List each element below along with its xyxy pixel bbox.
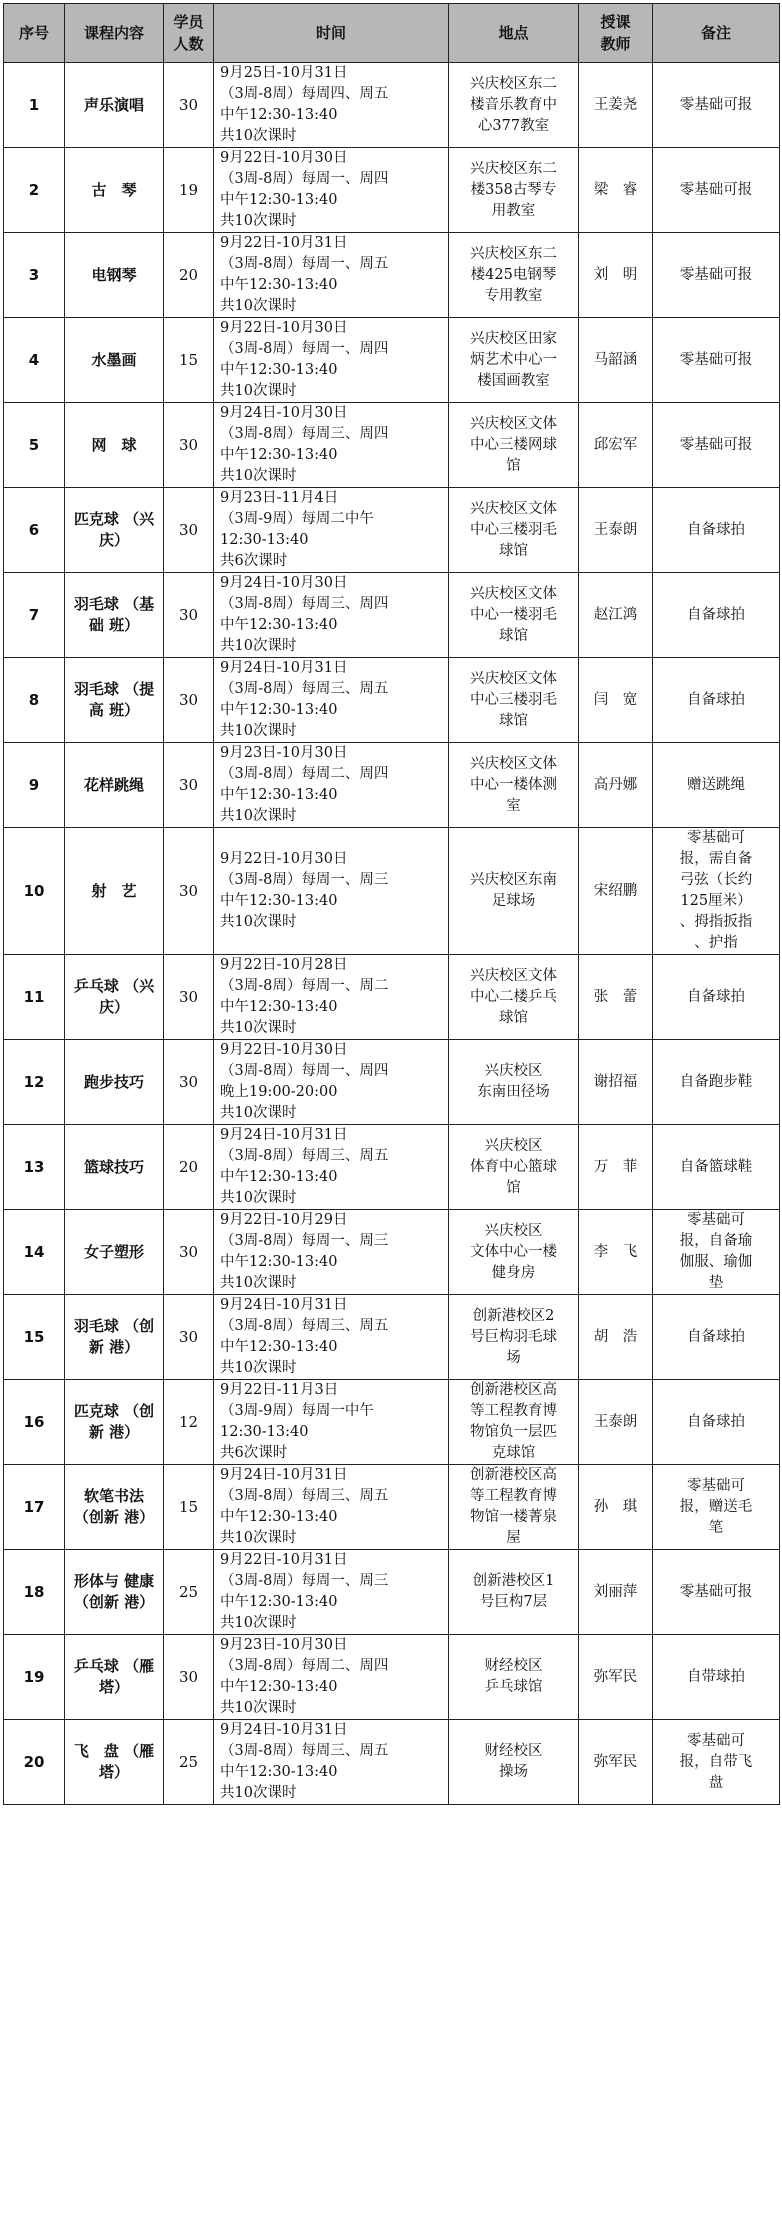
- teacher-name: 邱宏军: [579, 403, 653, 488]
- course-location: 兴庆校区文体 中心三楼网球 馆: [449, 403, 579, 488]
- table-row: [4, 1295, 780, 1380]
- course-time: 9月22日-10月29日 （3周-8周）每周一、周三 中午12:30-13:40 共10次课时: [214, 1210, 449, 1295]
- course-name: 匹克球 （创新 港）: [65, 1380, 164, 1465]
- course-name: 古 琴: [65, 148, 164, 233]
- student-count: 30: [164, 1635, 214, 1720]
- course-location: 兴庆校区东二 楼425电钢琴 专用教室: [449, 233, 579, 318]
- course-time: 9月24日-10月30日 （3周-8周）每周三、周四 中午12:30-13:40 共10次课时: [214, 403, 449, 488]
- course-time: 9月23日-10月30日 （3周-8周）每周二、周四 中午12:30-13:40 共10次课时: [214, 1635, 449, 1720]
- header-teacher: 授课 教师: [579, 4, 653, 63]
- course-time: 9月22日-10月30日 （3周-8周）每周一、周四 中午12:30-13:40 共10次课时: [214, 148, 449, 233]
- table-header: [4, 4, 780, 63]
- course-time: 9月22日-11月3日 （3周-9周）每周一中午 12:30-13:40 共6次课时: [214, 1380, 449, 1465]
- table-row: [4, 233, 780, 318]
- table-row: [4, 488, 780, 573]
- table-row: [4, 403, 780, 488]
- row-number: 16: [4, 1380, 65, 1465]
- teacher-name: 弥军民: [579, 1720, 653, 1805]
- course-time: 9月25日-10月31日 （3周-8周）每周四、周五 中午12:30-13:40 共10次课时: [214, 63, 449, 148]
- course-name: 软笔书法 （创新 港）: [65, 1465, 164, 1550]
- course-location: 财经校区 乒乓球馆: [449, 1635, 579, 1720]
- table-row: [4, 1380, 780, 1465]
- course-note: 自备球拍: [653, 658, 780, 743]
- course-note: 自备球拍: [653, 573, 780, 658]
- course-time: 9月22日-10月30日 （3周-8周）每周一、周四 中午12:30-13:40 共10次课时: [214, 318, 449, 403]
- course-time: 9月22日-10月31日 （3周-8周）每周一、周五 中午12:30-13:40 共10次课时: [214, 233, 449, 318]
- course-note: 零基础可 报，需自备 弓弦（长约 125厘米） 、拇指扳指 、护指: [653, 828, 780, 955]
- header-row: [4, 4, 780, 63]
- course-note: 自备球拍: [653, 488, 780, 573]
- teacher-name: 弥军民: [579, 1635, 653, 1720]
- header-course: 课程内容: [65, 4, 164, 63]
- course-note: 零基础可 报，自带飞 盘: [653, 1720, 780, 1805]
- course-name: 网 球: [65, 403, 164, 488]
- course-name: 乒乓球 （雁塔）: [65, 1635, 164, 1720]
- student-count: 30: [164, 573, 214, 658]
- student-count: 30: [164, 1210, 214, 1295]
- course-name: 飞 盘 （雁塔）: [65, 1720, 164, 1805]
- student-count: 19: [164, 148, 214, 233]
- student-count: 30: [164, 955, 214, 1040]
- course-note: 零基础可 报，赠送毛 笔: [653, 1465, 780, 1550]
- course-note: 自备跑步鞋: [653, 1040, 780, 1125]
- course-time: 9月22日-10月31日 （3周-8周）每周一、周三 中午12:30-13:40 共10次课时: [214, 1550, 449, 1635]
- student-count: 15: [164, 318, 214, 403]
- course-location: 兴庆校区文体 中心三楼羽毛 球馆: [449, 658, 579, 743]
- course-time: 9月23日-11月4日 （3周-9周）每周二中午 12:30-13:40 共6次课时: [214, 488, 449, 573]
- course-name: 匹克球 （兴庆）: [65, 488, 164, 573]
- row-number: 14: [4, 1210, 65, 1295]
- row-number: 15: [4, 1295, 65, 1380]
- course-time: 9月24日-10月30日 （3周-8周）每周三、周四 中午12:30-13:40 共10次课时: [214, 573, 449, 658]
- teacher-name: 胡 浩: [579, 1295, 653, 1380]
- course-time: 9月22日-10月30日 （3周-8周）每周一、周三 中午12:30-13:40 共10次课时: [214, 828, 449, 955]
- student-count: 30: [164, 488, 214, 573]
- course-location: 兴庆校区 体育中心篮球 馆: [449, 1125, 579, 1210]
- course-location: 兴庆校区文体 中心一楼羽毛 球馆: [449, 573, 579, 658]
- course-schedule-table: [3, 3, 780, 1805]
- course-name: 形体与 健康 （创新 港）: [65, 1550, 164, 1635]
- course-note: 自备球拍: [653, 1380, 780, 1465]
- course-name: 羽毛球 （提高 班）: [65, 658, 164, 743]
- course-time: 9月24日-10月31日 （3周-8周）每周三、周五 中午12:30-13:40 共10次课时: [214, 1720, 449, 1805]
- row-number: 9: [4, 743, 65, 828]
- row-number: 2: [4, 148, 65, 233]
- student-count: 30: [164, 828, 214, 955]
- table-row: [4, 1210, 780, 1295]
- course-note: 零基础可报: [653, 233, 780, 318]
- course-location: 兴庆校区东二 楼358古琴专 用教室: [449, 148, 579, 233]
- course-location: 兴庆校区 东南田径场: [449, 1040, 579, 1125]
- course-time: 9月22日-10月30日 （3周-8周）每周一、周四 晚上19:00-20:00 共10次课时: [214, 1040, 449, 1125]
- teacher-name: 谢招福: [579, 1040, 653, 1125]
- course-name: 女子塑形: [65, 1210, 164, 1295]
- course-name: 花样跳绳: [65, 743, 164, 828]
- course-name: 跑步技巧: [65, 1040, 164, 1125]
- student-count: 30: [164, 1295, 214, 1380]
- course-note: 零基础可报: [653, 63, 780, 148]
- student-count: 20: [164, 233, 214, 318]
- course-location: 创新港校区2 号巨构羽毛球 场: [449, 1295, 579, 1380]
- course-note: 自备篮球鞋: [653, 1125, 780, 1210]
- course-location: 兴庆校区 文体中心一楼 健身房: [449, 1210, 579, 1295]
- row-number: 8: [4, 658, 65, 743]
- course-location: 兴庆校区文体 中心三楼羽毛 球馆: [449, 488, 579, 573]
- teacher-name: 马韶涵: [579, 318, 653, 403]
- course-location: 创新港校区1 号巨构7层: [449, 1550, 579, 1635]
- course-note: 零基础可报: [653, 318, 780, 403]
- course-note: 零基础可报: [653, 403, 780, 488]
- student-count: 30: [164, 743, 214, 828]
- teacher-name: 孙 琪: [579, 1465, 653, 1550]
- course-name: 乒乓球 （兴庆）: [65, 955, 164, 1040]
- course-note: 自备球拍: [653, 955, 780, 1040]
- course-time: 9月24日-10月31日 （3周-8周）每周三、周五 中午12:30-13:40 共10次课时: [214, 1295, 449, 1380]
- table-row: [4, 1125, 780, 1210]
- course-name: 水墨画: [65, 318, 164, 403]
- course-name: 羽毛球 （创新 港）: [65, 1295, 164, 1380]
- table-row: [4, 828, 780, 955]
- course-location: 创新港校区高 等工程教育博 物馆负一层匹 克球馆: [449, 1380, 579, 1465]
- header-note: 备注: [653, 4, 780, 63]
- course-note: 自备球拍: [653, 1295, 780, 1380]
- teacher-name: 高丹娜: [579, 743, 653, 828]
- table-row: [4, 573, 780, 658]
- row-number: 4: [4, 318, 65, 403]
- row-number: 12: [4, 1040, 65, 1125]
- teacher-name: 宋绍鹏: [579, 828, 653, 955]
- teacher-name: 张 蕾: [579, 955, 653, 1040]
- header-place: 地点: [449, 4, 579, 63]
- teacher-name: 刘 明: [579, 233, 653, 318]
- table-row: [4, 1550, 780, 1635]
- table-row: [4, 955, 780, 1040]
- header-no: 序号: [4, 4, 65, 63]
- course-note: 零基础可报: [653, 1550, 780, 1635]
- table-row: [4, 1720, 780, 1805]
- course-note: 零基础可 报，自备瑜 伽服、瑜伽 垫: [653, 1210, 780, 1295]
- teacher-name: 梁 睿: [579, 148, 653, 233]
- teacher-name: 赵江鸿: [579, 573, 653, 658]
- course-location: 财经校区 操场: [449, 1720, 579, 1805]
- row-number: 19: [4, 1635, 65, 1720]
- table-body: [4, 63, 780, 1805]
- table-row: [4, 318, 780, 403]
- header-students: 学员 人数: [164, 4, 214, 63]
- row-number: 3: [4, 233, 65, 318]
- table-row: [4, 148, 780, 233]
- table-row: [4, 1635, 780, 1720]
- teacher-name: 李 飞: [579, 1210, 653, 1295]
- table-row: [4, 1040, 780, 1125]
- table-row: [4, 63, 780, 148]
- row-number: 11: [4, 955, 65, 1040]
- student-count: 15: [164, 1465, 214, 1550]
- course-location: 创新港校区高 等工程教育博 物馆一楼菁泉 屋: [449, 1465, 579, 1550]
- teacher-name: 王泰朗: [579, 488, 653, 573]
- student-count: 20: [164, 1125, 214, 1210]
- course-location: 兴庆校区东二 楼音乐教育中 心377教室: [449, 63, 579, 148]
- course-location: 兴庆校区文体 中心一楼体测 室: [449, 743, 579, 828]
- course-time: 9月23日-10月30日 （3周-8周）每周二、周四 中午12:30-13:40 共10次课时: [214, 743, 449, 828]
- course-time: 9月24日-10月31日 （3周-8周）每周三、周五 中午12:30-13:40 共10次课时: [214, 1465, 449, 1550]
- student-count: 30: [164, 403, 214, 488]
- student-count: 25: [164, 1720, 214, 1805]
- student-count: 25: [164, 1550, 214, 1635]
- course-location: 兴庆校区东南 足球场: [449, 828, 579, 955]
- row-number: 6: [4, 488, 65, 573]
- table-row: [4, 658, 780, 743]
- course-name: 篮球技巧: [65, 1125, 164, 1210]
- row-number: 20: [4, 1720, 65, 1805]
- course-note: 自带球拍: [653, 1635, 780, 1720]
- teacher-name: 王姜尧: [579, 63, 653, 148]
- course-name: 声乐演唱: [65, 63, 164, 148]
- row-number: 1: [4, 63, 65, 148]
- header-time: 时间: [214, 4, 449, 63]
- student-count: 30: [164, 1040, 214, 1125]
- row-number: 10: [4, 828, 65, 955]
- course-note: 赠送跳绳: [653, 743, 780, 828]
- row-number: 5: [4, 403, 65, 488]
- course-name: 电钢琴: [65, 233, 164, 318]
- student-count: 30: [164, 63, 214, 148]
- row-number: 18: [4, 1550, 65, 1635]
- course-name: 射 艺: [65, 828, 164, 955]
- teacher-name: 王泰朗: [579, 1380, 653, 1465]
- teacher-name: 闫 宽: [579, 658, 653, 743]
- row-number: 13: [4, 1125, 65, 1210]
- row-number: 7: [4, 573, 65, 658]
- table-row: [4, 743, 780, 828]
- teacher-name: 刘丽萍: [579, 1550, 653, 1635]
- course-location: 兴庆校区文体 中心二楼乒乓 球馆: [449, 955, 579, 1040]
- student-count: 30: [164, 658, 214, 743]
- table-row: [4, 1465, 780, 1550]
- row-number: 17: [4, 1465, 65, 1550]
- course-location: 兴庆校区田家 炳艺术中心一 楼国画教室: [449, 318, 579, 403]
- course-time: 9月22日-10月28日 （3周-8周）每周一、周二 中午12:30-13:40 共10次课时: [214, 955, 449, 1040]
- teacher-name: 万 菲: [579, 1125, 653, 1210]
- student-count: 12: [164, 1380, 214, 1465]
- course-note: 零基础可报: [653, 148, 780, 233]
- course-name: 羽毛球 （基础 班）: [65, 573, 164, 658]
- course-time: 9月24日-10月31日 （3周-8周）每周三、周五 中午12:30-13:40 共10次课时: [214, 658, 449, 743]
- course-time: 9月24日-10月31日 （3周-8周）每周三、周五 中午12:30-13:40 共10次课时: [214, 1125, 449, 1210]
